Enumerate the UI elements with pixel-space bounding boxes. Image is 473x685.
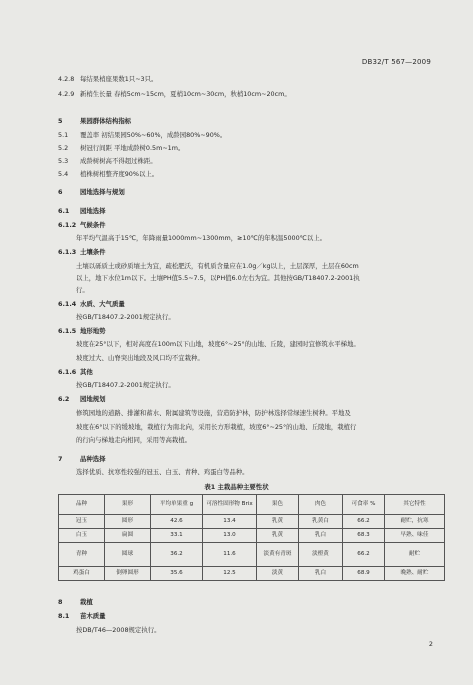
cell: 冠玉 <box>59 515 105 529</box>
text-line: 按GB/T18407.2-2001规定执行。 <box>76 313 175 321</box>
section-number: 4.2.9 <box>58 90 75 98</box>
cell: 淡黄有青斑 <box>257 543 299 567</box>
section-heading <box>58 248 106 257</box>
cell: 42.6 <box>151 515 203 529</box>
section-text: 水质、大气质量 <box>80 300 125 308</box>
section-number: 6.1.5 <box>58 327 77 335</box>
section-number: 6.1.3 <box>58 248 77 256</box>
text-line <box>58 144 184 153</box>
cell: 圆球 <box>105 543 151 567</box>
text-line <box>58 75 157 84</box>
cell: 晚熟、耐贮 <box>385 567 445 581</box>
th-brix: 可溶性固形物 Brix <box>203 495 257 515</box>
cell: 66.2 <box>343 543 385 567</box>
section-heading <box>58 368 93 377</box>
text-line: 行。 <box>76 286 89 294</box>
cell: 淡橙黄 <box>299 543 343 567</box>
cell: 33.1 <box>151 529 203 543</box>
section-text: 地形地势 <box>80 327 106 335</box>
text-line: 选择优质、抗寒性较强的冠玉、白玉、青种、鸡蛋白等品种。 <box>76 468 249 476</box>
text-line: 按DB/T46—2008规定执行。 <box>76 626 161 634</box>
cell: 乳黄 <box>257 515 299 529</box>
cell: 13.0 <box>203 529 257 543</box>
cell: 早熟、味佳 <box>385 529 445 543</box>
table-row <box>59 529 445 543</box>
cell: 乳白 <box>299 529 343 543</box>
th-skin-color: 果色 <box>257 495 299 515</box>
text-line: 坡度在6°以下的缓坡地，栽植行为南北向，采用长方形栽植，坡度6°~25°的山地、丘陵地，栽植行 <box>76 423 357 431</box>
cell: 11.6 <box>203 543 257 567</box>
section-text: 园地规划 <box>80 395 106 403</box>
section-text: 栽植 <box>80 598 93 606</box>
varieties-table <box>58 494 445 581</box>
section-number: 6.1.2 <box>58 221 77 229</box>
th-flesh-color: 肉色 <box>299 495 343 515</box>
section-text: 气候条件 <box>80 221 106 229</box>
section-text: 覆盖率 初结果园50%~60%，成龄园80%~90%。 <box>80 131 227 139</box>
section-heading <box>58 598 93 607</box>
section-text: 新梢生长量 春梢5cm~15cm，夏梢10cm~30cm，秋梢10cm~20cm。 <box>80 90 291 98</box>
section-text: 其他 <box>80 368 93 376</box>
section-number: 7 <box>58 455 63 463</box>
page-number: 2 <box>428 640 433 648</box>
section-text: 园地选择与规划 <box>80 188 125 196</box>
section-text: 土壤条件 <box>80 248 106 256</box>
section-number: 5.1 <box>58 131 69 139</box>
cell: 66.2 <box>343 515 385 529</box>
th-shape: 果形 <box>105 495 151 515</box>
cell: 36.2 <box>151 543 203 567</box>
th-weight: 平均单果重 g <box>151 495 203 515</box>
th-other: 其它特性 <box>385 495 445 515</box>
cell: 35.6 <box>151 567 203 581</box>
section-number: 5.2 <box>58 144 69 152</box>
cell: 扁圆 <box>105 529 151 543</box>
cell: 圆形 <box>105 515 151 529</box>
cell: 青种 <box>59 543 105 567</box>
section-heading <box>58 221 106 230</box>
cell: 68.9 <box>343 567 385 581</box>
text-line: 土壤以砾质土或砂质壤土为宜，疏松肥沃，有机质含量应在1.0g／kg以上，土层深厚，土层在60cm <box>76 262 359 270</box>
section-number: 8.1 <box>58 612 70 620</box>
cell: 68.3 <box>343 529 385 543</box>
section-heading <box>58 188 125 197</box>
cell: 13.4 <box>203 515 257 529</box>
text-line: 坡度过大、山脊突出地段及风口均不宜栽种。 <box>76 354 204 362</box>
cell: 鸡蛋白 <box>59 567 105 581</box>
table-caption: 表1 主栽品种主要性状 <box>204 483 269 491</box>
section-number: 5.4 <box>58 170 69 178</box>
cell: 倒卵圆形 <box>105 567 151 581</box>
section-text: 每结果梢座果数1只~3只。 <box>80 75 158 83</box>
table-row <box>59 515 445 529</box>
text-line: 的行向与梯地走向相同，采用等高栽植。 <box>76 436 192 444</box>
cell: 乳白 <box>299 567 343 581</box>
table-row <box>59 567 445 581</box>
section-heading <box>58 327 106 336</box>
section-number: 5.3 <box>58 157 69 165</box>
section-number: 6.1 <box>58 207 70 215</box>
text-line <box>58 90 291 99</box>
section-text: 苗木质量 <box>80 612 106 620</box>
section-number: 6.1.6 <box>58 368 77 376</box>
text-line <box>58 170 158 179</box>
section-number: 5 <box>58 117 63 125</box>
section-heading <box>58 455 106 464</box>
cell: 12.5 <box>203 567 257 581</box>
section-text: 园地选择 <box>80 207 106 215</box>
cell: 乳黄 <box>257 529 299 543</box>
section-number: 6.2 <box>58 395 70 403</box>
table-row <box>59 543 445 567</box>
standard-number: DB32/T 567—2009 <box>361 58 431 66</box>
text-line: 按GB/T18407.2-2001规定执行。 <box>76 381 175 389</box>
text-line: 年平均气温高于15℃，年降雨量1000mm~1300mm，≥10℃的年积温5000℃以上。 <box>76 234 327 242</box>
section-heading <box>58 612 106 621</box>
section-heading <box>58 395 106 404</box>
section-text: 树冠行间距 平地成龄树0.5m~1m。 <box>80 144 185 152</box>
cell: 白玉 <box>59 529 105 543</box>
section-text: 成龄树树高不得超过株距。 <box>80 157 157 165</box>
section-heading <box>58 300 125 309</box>
text-line: 修筑园地的道路、排灌和蓄水、附属建筑等设施，营造防护林，防护林选择常绿速生树种。平地及 <box>76 409 351 417</box>
section-number: 6.1.4 <box>58 300 77 308</box>
section-number: 8 <box>58 598 63 606</box>
section-heading <box>58 117 131 126</box>
text-line <box>58 157 157 166</box>
cell: 耐贮，抗寒 <box>385 515 445 529</box>
section-text: 果园群体结构指标 <box>80 117 132 125</box>
cell: 乳黄白 <box>299 515 343 529</box>
section-number: 6 <box>58 188 63 196</box>
th-variety: 品种 <box>59 495 105 515</box>
cell: 淡黄 <box>257 567 299 581</box>
section-text: 植株树相整齐度90%以上。 <box>80 170 159 178</box>
text-line: 以上，地下水位1m以下。土壤PH值5.5~7.5，以PH值6.0左右为宜。其他按GB/T18407.2-2001执 <box>76 274 360 282</box>
text-line <box>58 131 226 140</box>
section-heading <box>58 207 106 216</box>
th-edible-rate: 可食率 % <box>343 495 385 515</box>
cell: 耐贮 <box>385 543 445 567</box>
text-line: 坡度在25°以下，相对高度在100m以下山地，坡度6°~25°的山地、丘陵，建园时宜修筑水平梯地。 <box>76 340 360 348</box>
section-text: 品种选择 <box>80 455 106 463</box>
section-number: 4.2.8 <box>58 75 75 83</box>
table-header-row <box>59 495 445 515</box>
